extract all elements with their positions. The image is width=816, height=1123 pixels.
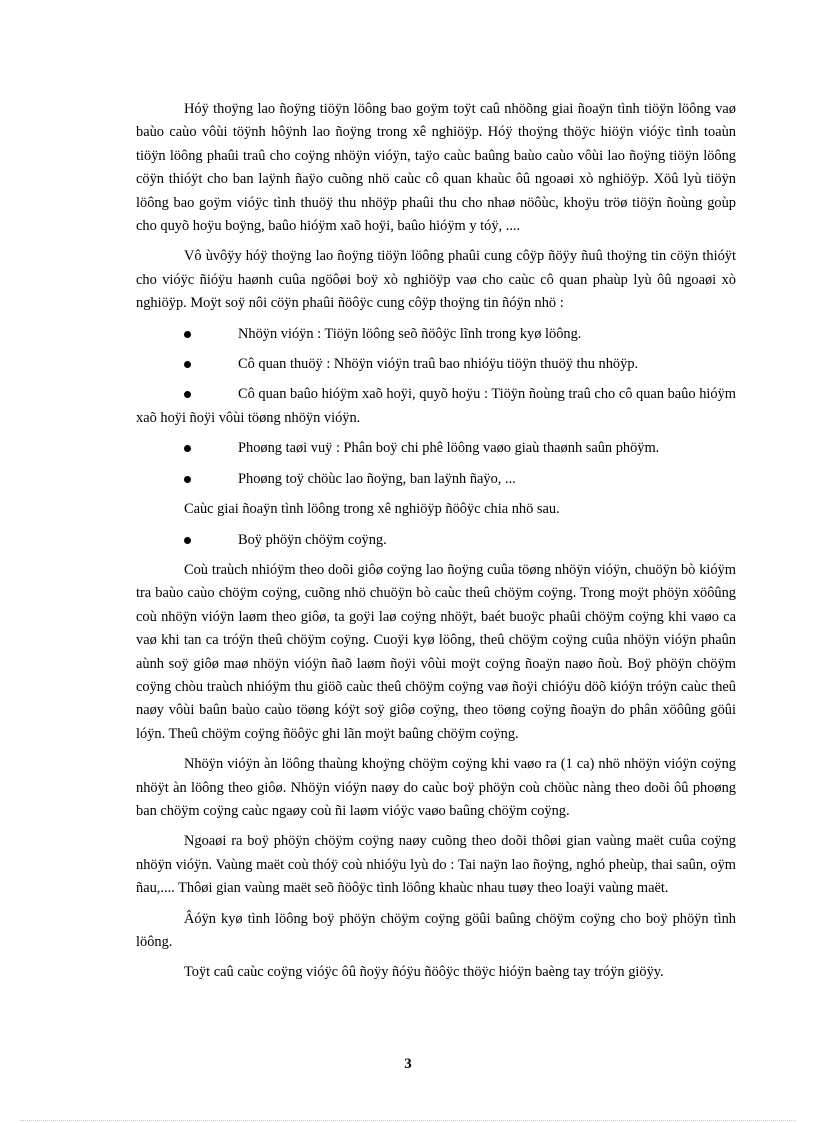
bullet-text: Nhöÿn vióÿn : Tiöÿn löông seõ ñöôÿc lĩnh trong kyø löông.: [238, 325, 582, 342]
paragraph-monthly-staff: Nhöÿn vióÿn àn löông thaùng khoÿng chöÿm coÿng khi vaøo ra (1 ca) nhö nhöÿn vióÿn coÿng nhöÿt àn löông theo giôø. Nhöÿn vióÿn naøy do caùc boÿ phöÿn coù chöùc nàng theo doõi ôû phoøng ban chöÿm coÿng caùc ngaøy coù ñi laøm vióÿc vaøo baûng chöÿm coÿng.: [136, 756, 736, 819]
paragraph-stages: Caùc giai ñoaÿn tình löông trong xê nghiöÿp ñöôÿc chia nhö sau.: [184, 501, 560, 518]
bullet-dot-icon: [184, 391, 191, 398]
bullet-text: Boÿ phöÿn chöÿm coÿng.: [238, 531, 387, 548]
bullet-text: Cô quan thuöÿ : Nhöÿn vióÿn traû bao nhióÿu tiöÿn thuöÿ thu nhöÿp.: [238, 356, 639, 373]
bullet-dot-icon: [184, 361, 191, 368]
paragraph-absence: Ngoaøi ra boÿ phöÿn chöÿm coÿng naøy cuõng theo doõi thôøi gian vaùng maët cuûa coÿng nhöÿn vióÿn. Vaùng maët coù thóÿ coù nhióÿu lyù do : Tai naÿn lao ñoÿng, nghó pheùp, thai saûn, oÿm ñau,.... Thôøi gian vaùng maët seõ ñöôÿc tình löông khaùc nhau tuøy theo loaÿi vaùng maët.: [136, 833, 736, 897]
bullet-text: Phoøng toÿ chöùc lao ñoÿng, ban laÿnh ñaÿo, ...: [238, 470, 516, 487]
page-number: 3: [404, 1056, 412, 1072]
bullet-text: Phoøng taøi vuÿ : Phân boÿ chi phê löông vaøo giaù thaønh saûn phöÿm.: [238, 440, 660, 457]
bullet-dot-icon: [184, 331, 191, 338]
paragraph-1: Hóÿ thoÿng lao ñoÿng tiöÿn löông bao goÿm toÿt caû nhöõng giai ñoaÿn tình tiöÿn löông vaø baùo caùo vôùi töÿnh hôÿnh lao ñoÿng trong xê nghiöÿp. Hóÿ thoÿng thöÿc hiöÿn vióÿc tình toaùn tiöÿn löông phaûi traû cho coÿng nhöÿn vióÿn, taÿo caùc baûng baùo caùo vôùi lao ñoÿng tiöÿn löông cöÿn thióÿt cho ban laÿnh ñaÿo cuõng nhö caùc cô quan khaùc ôû ngoaøi xò nghiöÿp. Xöû lyù tiöÿn löông bao goÿm vióÿc tình thuöÿ thu nhöÿp phaûi thu cho nhaø nöôùc, khoÿu tröø tiöÿn ñoùng goùp cho quyõ hoÿu boÿng, baûo hióÿm xaõ hoÿi, baûo hióÿm y tóÿ, ....: [136, 101, 736, 235]
bullet-item-tax-office: [136, 353, 736, 376]
bullet-dot-icon: [184, 476, 191, 483]
bullet-item-hr-dept: [136, 468, 736, 491]
bullet-text: Cô quan baûo hióÿm xaõ hoÿi, quyõ hoÿu : Tiöÿn ñoùng traû cho cô quan baûo hióÿm xaõ hoÿi ñoÿi vôùi töøng nhöÿn vióÿn.: [136, 386, 736, 426]
paragraph-payroll-transfer: Âóÿn kyø tình löông boÿ phöÿn chöÿm coÿng göûi baûng chöÿm coÿng cho boÿ phöÿn tình löông.: [136, 910, 736, 950]
paragraph-manual: Toÿt caû caùc coÿng vióÿc ôû ñoÿy ñóÿu ñöôÿc thöÿc hióÿn baèng tay tróÿn giöÿy.: [184, 964, 664, 981]
bullet-item-timekeeping: [136, 529, 736, 552]
paragraph-timekeeping-duties: Coù traùch nhióÿm theo doõi giôø coÿng lao ñoÿng cuûa töøng nhöÿn vióÿn, chuöÿn bò kióÿm tra baùo caùo chöÿm coÿng, cuõng nhö chuöÿn bò caùc theû chöÿm coÿng. Trong moÿt phöÿn xöôûng coù nhöÿn vióÿn laøm theo giôø, ta goÿi laø coÿng nhöÿt, baét buoÿc phaûi chöÿm coÿng khi vaøo ca vaø khi tan ca tróÿn theû chöÿm coÿng. Cuoÿi kyø löông, theû chöÿm coÿng cuûa nhöÿn vióÿn phaûn aùnh soÿ giôø maø nhöÿn vióÿn ñaõ laøm ñoÿi vôùi moÿt coÿng ñoaÿn naøo ñoù. Boÿ phöÿn chöÿm coÿng chòu traùch nhióÿm thu giöõ caùc theû chöÿm coÿng vaø ñoÿi chióÿu döõ kióÿn tróÿn caùc theû naøy vôùi baûn baùo caùo töøng kóÿt soÿ giôø coÿng, theo töøng coÿng ñoaÿn do phân xöôûng göûi lóÿn. Theû chöÿm coÿng ñöôÿc ghi lãn moÿt baûng chöÿm coÿng.: [136, 561, 736, 742]
document-body: [136, 98, 736, 992]
footer-divider: [20, 1120, 796, 1121]
bullet-dot-icon: [184, 537, 191, 544]
paragraph-2: Vô ùvôÿy hóÿ thoÿng lao ñoÿng tiöÿn löông phaûi cung côÿp ñöÿy ñuû thoÿng tin cöÿn thióÿt cho vióÿc ñióÿu haønh cuûa ngöôøi boÿ xò nghiöÿp vaø cho caùc cô quan phaùp lyù ôû ngoaøi xò nghiöÿp. Moÿt soÿ nôi cöÿn phaûi ñöôÿc cung côÿp thoÿng tin ñóÿn nhö :: [136, 248, 736, 312]
bullet-item-social-insurance: [136, 383, 736, 430]
bullet-item-finance-dept: [136, 437, 736, 460]
bullet-item-employee: [136, 323, 736, 346]
